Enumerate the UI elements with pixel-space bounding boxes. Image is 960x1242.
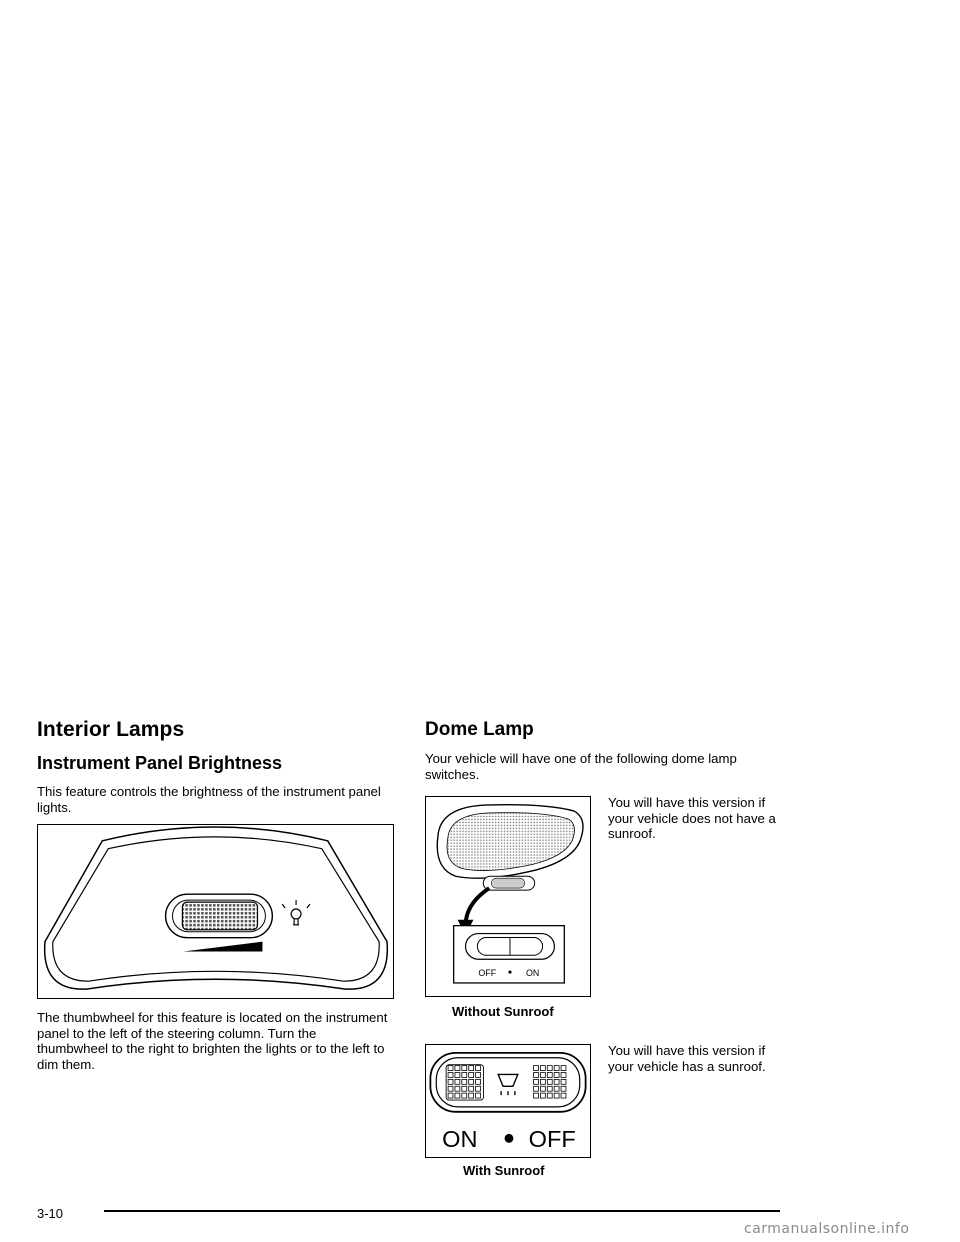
thumbwheel-description: The thumbwheel for this feature is located on the instrument panel to the left of the steering column. Turn the thumbwheel to the right to brighten the lights or to the left to dim them.: [37, 1010, 388, 1072]
grid-cell: [476, 1079, 481, 1084]
thumbwheel-illustration: [38, 825, 393, 998]
grid-cell: [561, 1093, 566, 1098]
sunroof-switch-on-label: ON: [442, 1126, 478, 1153]
grid-cell: [469, 1086, 474, 1091]
grid-cell: [547, 1093, 552, 1098]
grid-cell: [448, 1093, 453, 1098]
grid-cell: [554, 1073, 559, 1078]
grid-cell: [448, 1086, 453, 1091]
dome-lamp-title: Dome Lamp: [425, 719, 534, 740]
grid-cell: [469, 1093, 474, 1098]
grid-cell: [540, 1079, 545, 1084]
grid-cell: [469, 1079, 474, 1084]
sunroof-dome-switch-illustration: [426, 1045, 590, 1157]
switch-on-label: ON: [526, 968, 540, 979]
grid-cell: [469, 1066, 474, 1071]
watermark: carmanualsonline.info: [744, 1221, 910, 1237]
switch-off-label: OFF: [478, 968, 497, 979]
grid-cell: [534, 1073, 539, 1078]
grid-cell: [554, 1086, 559, 1091]
grid-cell: [540, 1086, 545, 1091]
page-number: 3-10: [37, 1206, 64, 1221]
grid-cell: [561, 1066, 566, 1071]
without-sunroof-description: You will have this version if your vehicle does not have a sunroof.: [608, 795, 776, 842]
panel-brightness-intro: This feature controls the brightness of the instrument panel lights.: [37, 784, 381, 815]
grid-cell: [554, 1079, 559, 1084]
grid-cell: [540, 1093, 545, 1098]
grid-cell: [540, 1066, 545, 1071]
grid-cell: [476, 1093, 481, 1098]
grid-cell: [561, 1073, 566, 1078]
with-sunroof-description: You will have this version if your vehicle has a sunroof.: [608, 1043, 766, 1074]
grid-cell: [455, 1093, 460, 1098]
grid-cell: [547, 1073, 552, 1078]
grid-cell: [469, 1073, 474, 1078]
grid-cell: [462, 1073, 467, 1078]
grid-cell: [534, 1086, 539, 1091]
grid-cell: [448, 1079, 453, 1084]
dome-lamp-intro: Your vehicle will have one of the following dome lamp switches.: [425, 751, 737, 782]
with-sunroof-caption: With Sunroof: [463, 1163, 545, 1178]
grid-cell: [476, 1073, 481, 1078]
grid-cell: [476, 1066, 481, 1071]
grid-cell: [534, 1066, 539, 1071]
without-sunroof-figure: [425, 796, 591, 997]
dome-lamp-illustration: [426, 797, 590, 996]
grid-cell: [547, 1066, 552, 1071]
grid-cell: [547, 1086, 552, 1091]
panel-brightness-figure: [37, 824, 394, 999]
without-sunroof-caption: Without Sunroof: [452, 1004, 554, 1019]
grid-cell: [554, 1066, 559, 1071]
with-sunroof-figure: [425, 1044, 591, 1158]
lamp-brightness-icon: [282, 900, 310, 925]
grid-cell: [540, 1073, 545, 1078]
grid-cell: [561, 1086, 566, 1091]
section-title: Interior Lamps: [37, 718, 185, 741]
subsection-title: Instrument Panel Brightness: [37, 753, 283, 773]
grid-cell: [455, 1086, 460, 1091]
footer-rule: [104, 1210, 780, 1212]
grid-cell: [561, 1079, 566, 1084]
grid-cell: [462, 1079, 467, 1084]
sunroof-switch-off-label: OFF: [528, 1126, 576, 1153]
grid-cell: [448, 1073, 453, 1078]
grid-cell: [462, 1086, 467, 1091]
grid-cell: [448, 1066, 453, 1071]
grid-cell: [534, 1093, 539, 1098]
grid-cell: [476, 1086, 481, 1091]
grid-cell: [554, 1093, 559, 1098]
grid-cell: [547, 1079, 552, 1084]
grid-cell: [455, 1079, 460, 1084]
grid-cell: [462, 1066, 467, 1071]
grid-cell: [534, 1079, 539, 1084]
grid-cell: [455, 1073, 460, 1078]
grid-cell: [455, 1066, 460, 1071]
grid-cell: [462, 1093, 467, 1098]
brightness-wedge-icon: [183, 942, 262, 952]
